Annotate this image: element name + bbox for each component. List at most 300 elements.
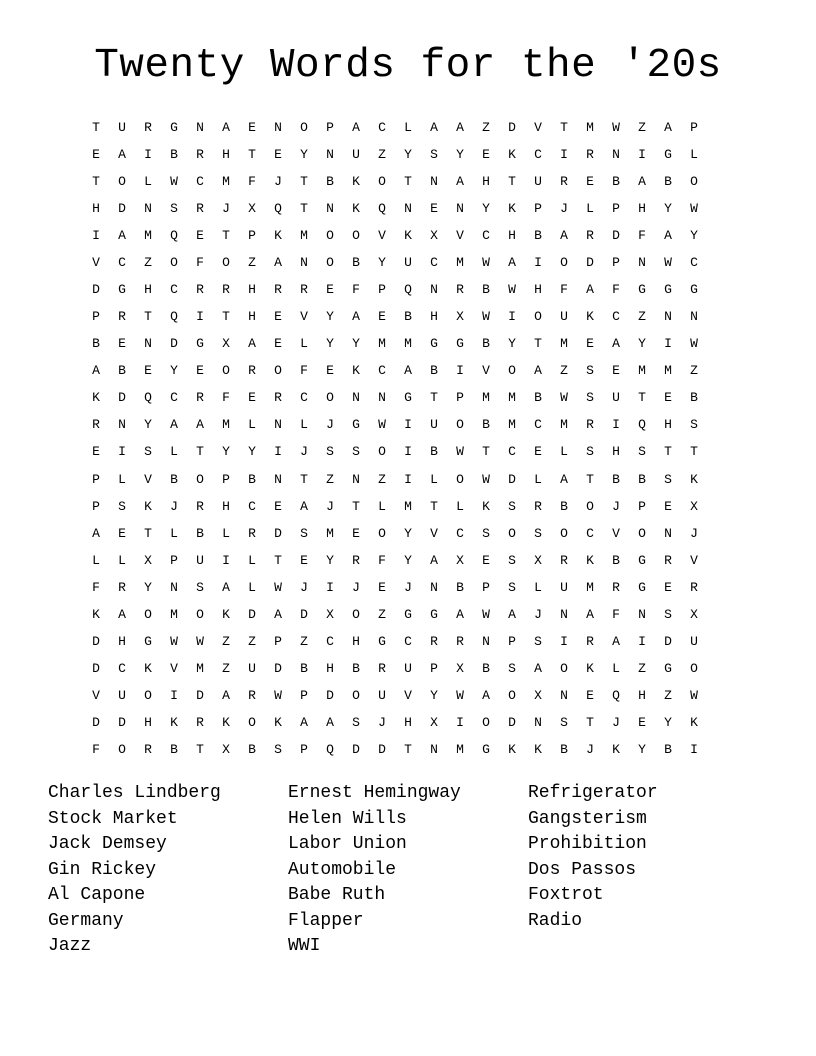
grid-letter: V <box>170 661 178 677</box>
grid-letter: E <box>196 363 204 379</box>
grid-letter: D <box>586 254 594 270</box>
grid-letter: A <box>274 606 282 622</box>
grid-letter: H <box>92 200 100 216</box>
grid-row <box>83 574 733 601</box>
grid-letter: G <box>664 146 672 162</box>
grid-letter: K <box>170 715 178 731</box>
grid-letter: D <box>508 119 516 135</box>
word-list-item: Jack Demsey <box>48 834 167 854</box>
grid-letter: T <box>638 390 646 406</box>
grid-letter: V <box>612 525 620 541</box>
grid-row <box>83 358 733 385</box>
grid-letter: I <box>508 309 516 325</box>
grid-letter: A <box>300 715 308 731</box>
grid-letter: A <box>508 254 516 270</box>
grid-letter: N <box>430 282 438 297</box>
grid-letter: V <box>378 227 386 243</box>
grid-letter: V <box>300 309 308 325</box>
grid-letter: S <box>430 146 438 162</box>
grid-letter: C <box>118 661 126 677</box>
grid-letter: W <box>482 254 490 270</box>
grid-letter: M <box>222 417 230 433</box>
grid-letter: E <box>248 390 256 406</box>
grid-letter: L <box>430 471 438 487</box>
grid-letter: M <box>170 606 178 622</box>
word-list-item: Radio <box>528 910 583 931</box>
grid-letter: T <box>508 173 516 189</box>
grid-letter: O <box>508 363 516 379</box>
grid-letter: R <box>560 552 568 568</box>
grid-letter: T <box>430 390 438 406</box>
word-list-item: Refrigerator <box>528 783 658 803</box>
grid-letter: F <box>560 282 568 297</box>
grid-letter: X <box>222 742 230 758</box>
grid-letter: A <box>638 173 646 189</box>
grid-letter: Q <box>144 390 152 406</box>
grid-letter: N <box>300 254 308 270</box>
grid-letter: R <box>586 417 594 433</box>
grid-letter: Z <box>378 146 386 162</box>
grid-letter: I <box>638 146 646 162</box>
grid-letter: T <box>248 146 256 162</box>
grid-letter: I <box>560 146 568 162</box>
grid-letter: U <box>560 309 568 325</box>
grid-letter: T <box>560 119 568 135</box>
word-list-item: Automobile <box>288 859 397 880</box>
grid-letter: G <box>430 606 438 622</box>
grid-letter: R <box>586 634 594 650</box>
grid-letter: P <box>300 742 308 758</box>
grid-letter: J <box>534 606 542 622</box>
grid-letter: Z <box>248 254 256 270</box>
grid-letter: L <box>300 417 308 433</box>
grid-letter: S <box>352 444 360 460</box>
grid-letter: T <box>92 173 100 189</box>
grid-letter: I <box>274 444 282 460</box>
grid-letter: B <box>664 173 672 189</box>
grid-row <box>83 439 733 466</box>
grid-letter: A <box>456 119 464 135</box>
grid-letter: X <box>456 661 464 677</box>
grid-letter: Y <box>144 579 152 595</box>
grid-letter: H <box>352 634 360 650</box>
grid-letter: P <box>300 688 308 704</box>
grid-letter: E <box>300 552 308 568</box>
grid-letter: P <box>248 227 256 243</box>
grid-letter: Z <box>482 119 490 135</box>
grid-letter: N <box>274 471 282 487</box>
grid-letter: O <box>534 309 542 325</box>
grid-letter: B <box>430 363 438 379</box>
grid-letter: J <box>300 444 308 460</box>
grid-letter: U <box>560 579 568 595</box>
grid-letter: T <box>404 173 412 189</box>
grid-letter: N <box>482 634 490 650</box>
grid-letter: O <box>144 688 152 704</box>
grid-letter: D <box>300 606 308 622</box>
grid-letter: N <box>664 309 672 325</box>
grid-letter: L <box>170 525 178 541</box>
grid-letter: A <box>92 525 100 541</box>
grid-letter: Y <box>170 363 178 379</box>
grid-letter: Y <box>664 200 672 216</box>
grid-letter: L <box>118 471 126 487</box>
grid-letter: J <box>352 579 360 595</box>
grid-letter: E <box>482 146 490 162</box>
grid-letter: P <box>456 390 464 406</box>
grid-letter: T <box>144 309 152 325</box>
grid-letter: J <box>612 715 620 731</box>
grid-letter: O <box>508 688 516 704</box>
grid-letter: O <box>456 417 464 433</box>
grid-letter: D <box>92 634 100 650</box>
grid-letter: I <box>560 634 568 650</box>
grid-letter: Z <box>638 661 646 677</box>
grid-letter: A <box>456 173 464 189</box>
grid-letter: A <box>508 606 516 622</box>
grid-letter: F <box>612 282 620 297</box>
grid-letter: B <box>430 444 438 460</box>
word-list-item: Charles Lindberg <box>48 783 221 803</box>
grid-letter: S <box>638 444 646 460</box>
grid-letter: V <box>404 688 412 704</box>
grid-letter: U <box>404 661 412 677</box>
grid-letter: Q <box>170 309 178 325</box>
grid-letter: N <box>560 688 568 704</box>
grid-letter: P <box>612 200 620 216</box>
grid-letter: A <box>430 119 438 135</box>
grid-letter: O <box>638 525 646 541</box>
grid-letter: S <box>274 742 282 758</box>
grid-letter: N <box>118 417 126 433</box>
grid-letter: K <box>404 227 412 243</box>
grid-letter: B <box>196 525 204 541</box>
grid-letter: D <box>664 634 672 650</box>
grid-letter: N <box>430 742 438 758</box>
grid-letter: H <box>248 282 256 297</box>
grid-letter: P <box>534 200 542 216</box>
word-list-item: Helen Wills <box>288 808 407 829</box>
grid-letter: H <box>144 282 152 297</box>
grid-letter: E <box>92 146 100 162</box>
grid-letter: I <box>456 715 464 731</box>
grid-row <box>83 385 733 412</box>
grid-letter: V <box>144 471 152 487</box>
grid-letter: O <box>352 606 360 622</box>
grid-letter: W <box>274 579 282 595</box>
grid-letter: F <box>196 254 204 270</box>
grid-row <box>83 628 733 655</box>
grid-letter: Y <box>664 715 672 731</box>
grid-letter: I <box>326 579 334 595</box>
grid-letter: A <box>664 227 672 243</box>
grid-letter: N <box>326 146 334 162</box>
grid-letter: S <box>534 525 542 541</box>
grid-letter: B <box>170 471 178 487</box>
grid-letter: C <box>612 309 620 325</box>
grid-letter: I <box>92 227 100 243</box>
grid-letter: M <box>456 254 464 270</box>
grid-letter: N <box>144 336 152 352</box>
grid-letter: B <box>638 471 646 487</box>
grid-letter: A <box>482 688 490 704</box>
word-list-item: Babe Ruth <box>288 885 386 905</box>
grid-letter: H <box>326 661 334 677</box>
grid-letter: A <box>664 119 672 135</box>
grid-row <box>83 683 733 710</box>
grid-letter: X <box>222 336 230 352</box>
grid-row <box>83 710 733 737</box>
word-list-item: Germany <box>48 910 124 931</box>
grid-letter: O <box>326 254 334 270</box>
grid-letter: A <box>118 146 126 162</box>
grid-letter: E <box>586 173 594 189</box>
grid-letter: W <box>482 309 490 325</box>
grid-letter: J <box>274 173 282 189</box>
grid-letter: I <box>690 742 698 758</box>
grid-letter: O <box>352 688 360 704</box>
grid-letter: V <box>482 363 490 379</box>
word-list-item: WWI <box>288 936 321 956</box>
grid-letter: B <box>482 336 490 352</box>
grid-letter: A <box>612 634 620 650</box>
grid-letter: Y <box>144 417 152 433</box>
grid-letter: Y <box>300 146 308 162</box>
grid-letter: B <box>326 173 334 189</box>
grid-letter: M <box>664 363 672 379</box>
grid-letter: D <box>612 227 620 243</box>
grid-letter: T <box>352 498 360 514</box>
grid-letter: R <box>534 498 542 514</box>
grid-letter: L <box>534 579 542 595</box>
grid-letter: A <box>586 606 594 622</box>
grid-letter: Y <box>378 254 386 270</box>
grid-letter: O <box>144 606 152 622</box>
grid-letter: N <box>430 173 438 189</box>
grid-letter: K <box>586 661 594 677</box>
grid-letter: C <box>586 525 594 541</box>
grid-letter: A <box>404 363 412 379</box>
grid-letter: X <box>690 498 698 514</box>
grid-letter: K <box>482 498 490 514</box>
grid-letter: I <box>404 471 412 487</box>
grid-letter: B <box>352 661 360 677</box>
grid-letter: F <box>92 579 100 595</box>
grid-letter: Z <box>690 363 698 379</box>
grid-letter: D <box>274 661 282 677</box>
grid-letter: W <box>170 173 178 189</box>
grid-letter: Y <box>404 525 412 541</box>
grid-letter: A <box>534 661 542 677</box>
grid-letter: P <box>482 579 490 595</box>
grid-letter: P <box>92 309 100 325</box>
grid-letter: B <box>170 742 178 758</box>
grid-letter: H <box>144 715 152 731</box>
grid-letter: J <box>326 498 334 514</box>
grid-row <box>83 249 733 276</box>
grid-letter: J <box>612 498 620 514</box>
grid-letter: B <box>456 579 464 595</box>
grid-letter: N <box>170 579 178 595</box>
grid-letter: O <box>690 661 698 677</box>
grid-letter: E <box>534 444 542 460</box>
grid-letter: A <box>196 417 204 433</box>
grid-letter: O <box>222 254 230 270</box>
grid-letter: K <box>508 742 516 758</box>
grid-letter: N <box>274 417 282 433</box>
word-list-item: Stock Market <box>48 808 178 829</box>
grid-row <box>83 141 733 168</box>
grid-letter: K <box>144 661 152 677</box>
grid-letter: B <box>560 742 568 758</box>
grid-letter: A <box>560 471 568 487</box>
grid-letter: V <box>92 254 100 270</box>
grid-letter: I <box>170 688 178 704</box>
grid-letter: K <box>690 715 698 731</box>
grid-letter: Z <box>378 471 386 487</box>
grid-letter: B <box>170 146 178 162</box>
grid-letter: F <box>222 390 230 406</box>
grid-letter: W <box>508 282 516 297</box>
grid-letter: S <box>508 552 516 568</box>
grid-letter: A <box>456 606 464 622</box>
grid-letter: R <box>274 390 282 406</box>
grid-letter: C <box>404 634 412 650</box>
grid-letter: K <box>586 552 594 568</box>
grid-letter: N <box>196 119 204 135</box>
grid-letter: B <box>482 417 490 433</box>
grid-letter: D <box>118 390 126 406</box>
grid-letter: W <box>664 254 672 270</box>
grid-letter: G <box>378 634 386 650</box>
grid-letter: U <box>378 688 386 704</box>
grid-letter: M <box>482 390 490 406</box>
grid-letter: R <box>612 579 620 595</box>
grid-letter: X <box>144 552 152 568</box>
grid-letter: Y <box>638 742 646 758</box>
grid-letter: O <box>196 471 204 487</box>
grid-letter: T <box>196 742 204 758</box>
grid-letter: C <box>170 390 178 406</box>
grid-letter: F <box>300 363 308 379</box>
grid-row <box>83 168 733 195</box>
grid-letter: N <box>456 200 464 216</box>
grid-letter: S <box>690 417 698 433</box>
grid-letter: G <box>664 661 672 677</box>
grid-letter: T <box>430 498 438 514</box>
grid-row <box>83 276 733 303</box>
grid-letter: B <box>300 661 308 677</box>
grid-letter: O <box>352 227 360 243</box>
grid-letter: J <box>378 715 386 731</box>
grid-letter: E <box>274 309 282 325</box>
grid-letter: I <box>222 552 230 568</box>
grid-letter: R <box>222 282 230 297</box>
grid-letter: B <box>404 309 412 325</box>
grid-letter: D <box>196 688 204 704</box>
grid-letter: N <box>638 606 646 622</box>
grid-letter: X <box>248 200 256 216</box>
grid-letter: N <box>326 200 334 216</box>
grid-letter: U <box>534 173 542 189</box>
grid-letter: B <box>664 742 672 758</box>
grid-letter: I <box>664 336 672 352</box>
grid-row <box>83 195 733 222</box>
grid-letter: J <box>560 200 568 216</box>
grid-letter: C <box>482 227 490 243</box>
grid-row <box>83 331 733 358</box>
grid-letter: Y <box>222 444 230 460</box>
grid-letter: R <box>196 146 204 162</box>
grid-letter: W <box>482 606 490 622</box>
grid-letter: H <box>222 146 230 162</box>
grid-letter: K <box>508 146 516 162</box>
grid-letter: E <box>482 552 490 568</box>
grid-letter: N <box>144 200 152 216</box>
grid-letter: Z <box>222 634 230 650</box>
grid-letter: E <box>274 146 282 162</box>
grid-row <box>83 547 733 574</box>
grid-letter: G <box>144 634 152 650</box>
grid-letter: C <box>508 444 516 460</box>
grid-letter: Z <box>222 661 230 677</box>
grid-letter: A <box>326 715 334 731</box>
grid-letter: E <box>92 444 100 460</box>
grid-letter: L <box>690 146 698 162</box>
grid-letter: S <box>300 525 308 541</box>
word-list-column <box>288 781 528 960</box>
grid-letter: E <box>378 579 386 595</box>
grid-letter: U <box>196 552 204 568</box>
grid-letter: A <box>92 363 100 379</box>
grid-letter: O <box>274 363 282 379</box>
grid-letter: R <box>430 634 438 650</box>
grid-letter: Y <box>508 336 516 352</box>
grid-letter: C <box>534 146 542 162</box>
grid-row <box>83 222 733 249</box>
grid-letter: V <box>456 227 464 243</box>
grid-letter: C <box>326 634 334 650</box>
grid-letter: Z <box>300 634 308 650</box>
grid-letter: N <box>430 579 438 595</box>
grid-letter: G <box>404 606 412 622</box>
word-list <box>48 781 768 960</box>
grid-letter: W <box>456 688 464 704</box>
grid-letter: I <box>196 309 204 325</box>
grid-letter: F <box>378 552 386 568</box>
grid-letter: B <box>534 227 542 243</box>
grid-letter: Q <box>378 200 386 216</box>
word-list-item: Dos Passos <box>528 859 637 880</box>
grid-letter: S <box>326 444 334 460</box>
grid-letter: K <box>222 715 230 731</box>
grid-letter: S <box>118 498 126 514</box>
grid-letter: C <box>170 282 178 297</box>
grid-letter: O <box>560 525 568 541</box>
grid-letter: T <box>196 444 204 460</box>
grid-letter: N <box>664 525 672 541</box>
grid-letter: T <box>274 552 282 568</box>
grid-letter: C <box>378 119 386 135</box>
grid-letter: Q <box>404 282 412 297</box>
grid-letter: R <box>456 282 464 297</box>
word-list-item: Gin Rickey <box>48 859 157 880</box>
grid-letter: S <box>508 661 516 677</box>
grid-letter: M <box>560 417 568 433</box>
grid-letter: R <box>248 363 256 379</box>
grid-letter: D <box>92 282 100 297</box>
grid-letter: Q <box>170 227 178 243</box>
